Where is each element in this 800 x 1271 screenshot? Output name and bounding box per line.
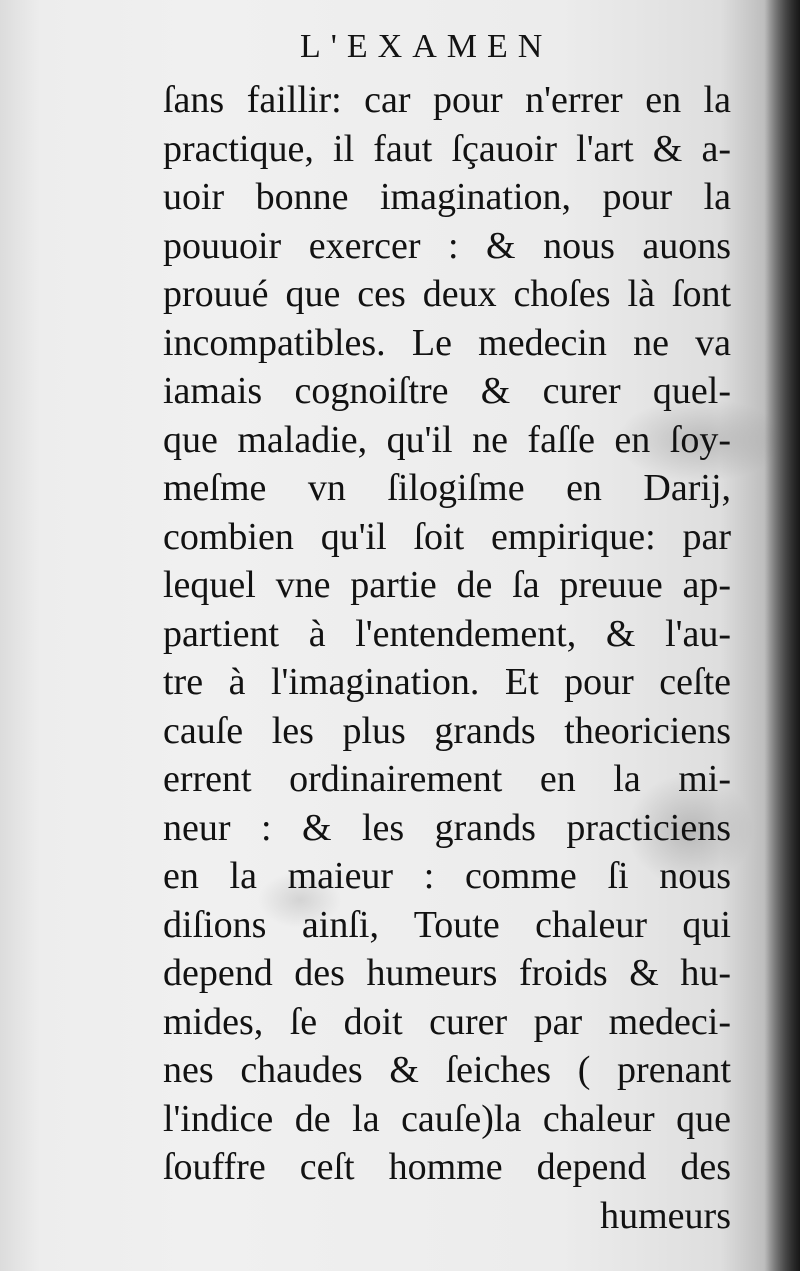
- text-line: depend des humeurs froids & hu-: [163, 952, 731, 994]
- text-line: neur : & les grands practiciens: [163, 806, 731, 849]
- body-text: [163, 76, 731, 1240]
- text-line: uoir bonne imagination, pour la: [163, 176, 731, 218]
- text-line: ſans faillir: car pour n'errer en la: [163, 79, 731, 121]
- text-line: nes chaudes & ſeiches ( prenant: [163, 1049, 731, 1091]
- page-edge-shadow: [764, 0, 800, 1271]
- text-line: pouuoir exercer : & nous auons: [163, 224, 731, 267]
- text-line: errent ordinairement en la mi-: [163, 758, 731, 800]
- text-line: ſouffre ceſt homme depend des: [163, 1146, 731, 1188]
- text-line: practique, il faut ſçauoir l'art & a-: [163, 127, 731, 170]
- running-head: L'EXAMEN: [300, 28, 553, 65]
- text-line: prouué que ces deux choſes là ſont: [163, 273, 731, 315]
- catchword: humeurs: [600, 1194, 731, 1237]
- text-line: l'indice de la cauſe)la chaleur que: [163, 1097, 731, 1140]
- text-line: en la maieur : comme ſi nous: [163, 855, 731, 897]
- text-line: incompatibles. Le medecin ne va: [163, 321, 731, 364]
- text-line: iamais cognoiſtre & curer quel-: [163, 370, 731, 412]
- text-line: que maladie, qu'il ne faſſe en ſoy-: [163, 418, 731, 461]
- text-line: partient à l'entendement, & l'au-: [163, 612, 731, 655]
- text-line: meſme vn ſilogiſme en Darij,: [163, 467, 731, 509]
- text-line: cauſe les plus grands theoriciens: [163, 709, 731, 752]
- text-line: combien qu'il ſoit empirique: par: [163, 515, 731, 558]
- text-line: tre à l'imagination. Et pour ceſte: [163, 661, 731, 703]
- text-line: lequel vne partie de ſa preuue ap-: [163, 564, 731, 606]
- text-line: diſions ainſi, Toute chaleur qui: [163, 903, 731, 946]
- text-line: mides, ſe doit curer par medeci-: [163, 1000, 731, 1043]
